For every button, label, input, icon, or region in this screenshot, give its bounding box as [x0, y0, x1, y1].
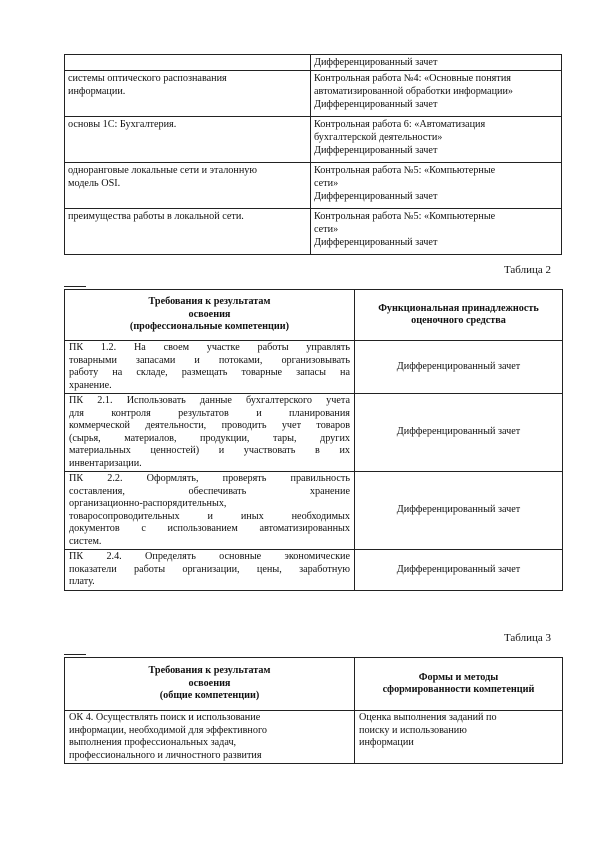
table-row	[65, 163, 562, 209]
table-cell-skill: преимущества работы в локальной сети.	[65, 209, 311, 255]
function-cell: Дифференцированный зачет	[355, 341, 563, 394]
column-header-requirements: Требования к результатам освоения (общие компетенции)	[65, 658, 355, 711]
divider	[64, 654, 86, 655]
divider	[64, 286, 86, 287]
column-header-function: Функциональная принадлежность оценочного средства	[355, 290, 563, 341]
table-row	[65, 550, 563, 591]
table-header-row	[65, 658, 563, 711]
function-cell: Дифференцированный зачет	[355, 550, 563, 591]
table-cell-skill: системы оптического распознавания информации.	[65, 71, 311, 117]
table-row	[65, 55, 562, 71]
methods-cell: Оценка выполнения заданий по поиску и использованию информации	[355, 711, 563, 764]
table-cell-assessment: Контрольная работа №5: «Компьютерные сети» Дифференцированный зачет	[311, 163, 562, 209]
table-cell-skill: одноранговые локальные сети и эталонную модель OSI.	[65, 163, 311, 209]
function-cell: Дифференцированный зачет	[355, 472, 563, 550]
table-cell-assessment: Контрольная работа 6: «Автоматизация бухгалтерской деятельности» Дифференцированный зачет	[311, 117, 562, 163]
table-cell-assessment: Контрольная работа №4: «Основные понятия автоматизированной обработки информации» Дифференцированный зачет	[311, 71, 562, 117]
requirement-cell: ПК 2.4. Определять основные экономические показатели работы организации, цены, заработную плату.	[65, 550, 355, 591]
table-header-row	[65, 290, 563, 341]
table-cell-assessment: Дифференцированный зачет	[311, 55, 562, 71]
table-row	[65, 472, 563, 550]
table-row	[65, 71, 562, 117]
table-row	[65, 711, 563, 764]
table-caption: Таблица 3	[503, 632, 551, 644]
table-cell-skill: основы 1С: Бухгалтерия.	[65, 117, 311, 163]
table-cell-assessment: Контрольная работа №5: «Компьютерные сети» Дифференцированный зачет	[311, 209, 562, 255]
requirement-cell: ОК 4. Осуществлять поиск и использование информации, необходимой для эффективного выполнения профессиональных задач, профессионального и личностного развития	[65, 711, 355, 764]
column-header-methods: Формы и методы сформированности компетенций	[355, 658, 563, 711]
table-caption: Таблица 2	[503, 264, 551, 276]
table-row	[65, 209, 562, 255]
requirement-cell: ПК 2.1. Использовать данные бухгалтерского учета для контроля результатов и планирования коммерческой деятельности, проводить учет товаров (сырья, материалов, продукции, тары, других материальных ценностей) и участвовать в их инвентаризации.	[65, 394, 355, 472]
competency-assessment-table-continued	[64, 54, 562, 255]
function-cell: Дифференцированный зачет	[355, 394, 563, 472]
requirement-cell: ПК 1.2. На своем участке работы управлять товарными запасами и потоками, организовывать работу на складе, размещать товарные запасы на хранение.	[65, 341, 355, 394]
professional-competencies-table	[64, 289, 563, 591]
table-row	[65, 117, 562, 163]
table-cell-skill	[65, 55, 311, 71]
table-row	[65, 341, 563, 394]
column-header-requirements: Требования к результатам освоения (профессиональные компетенции)	[65, 290, 355, 341]
general-competencies-table	[64, 657, 563, 764]
requirement-cell: ПК 2.2. Оформлять, проверять правильность составления, обеспечивать хранение организационно-распорядительных, товаросопроводительных и иных необходимых документов с использованием автоматизированных систем.	[65, 472, 355, 550]
table-row	[65, 394, 563, 472]
